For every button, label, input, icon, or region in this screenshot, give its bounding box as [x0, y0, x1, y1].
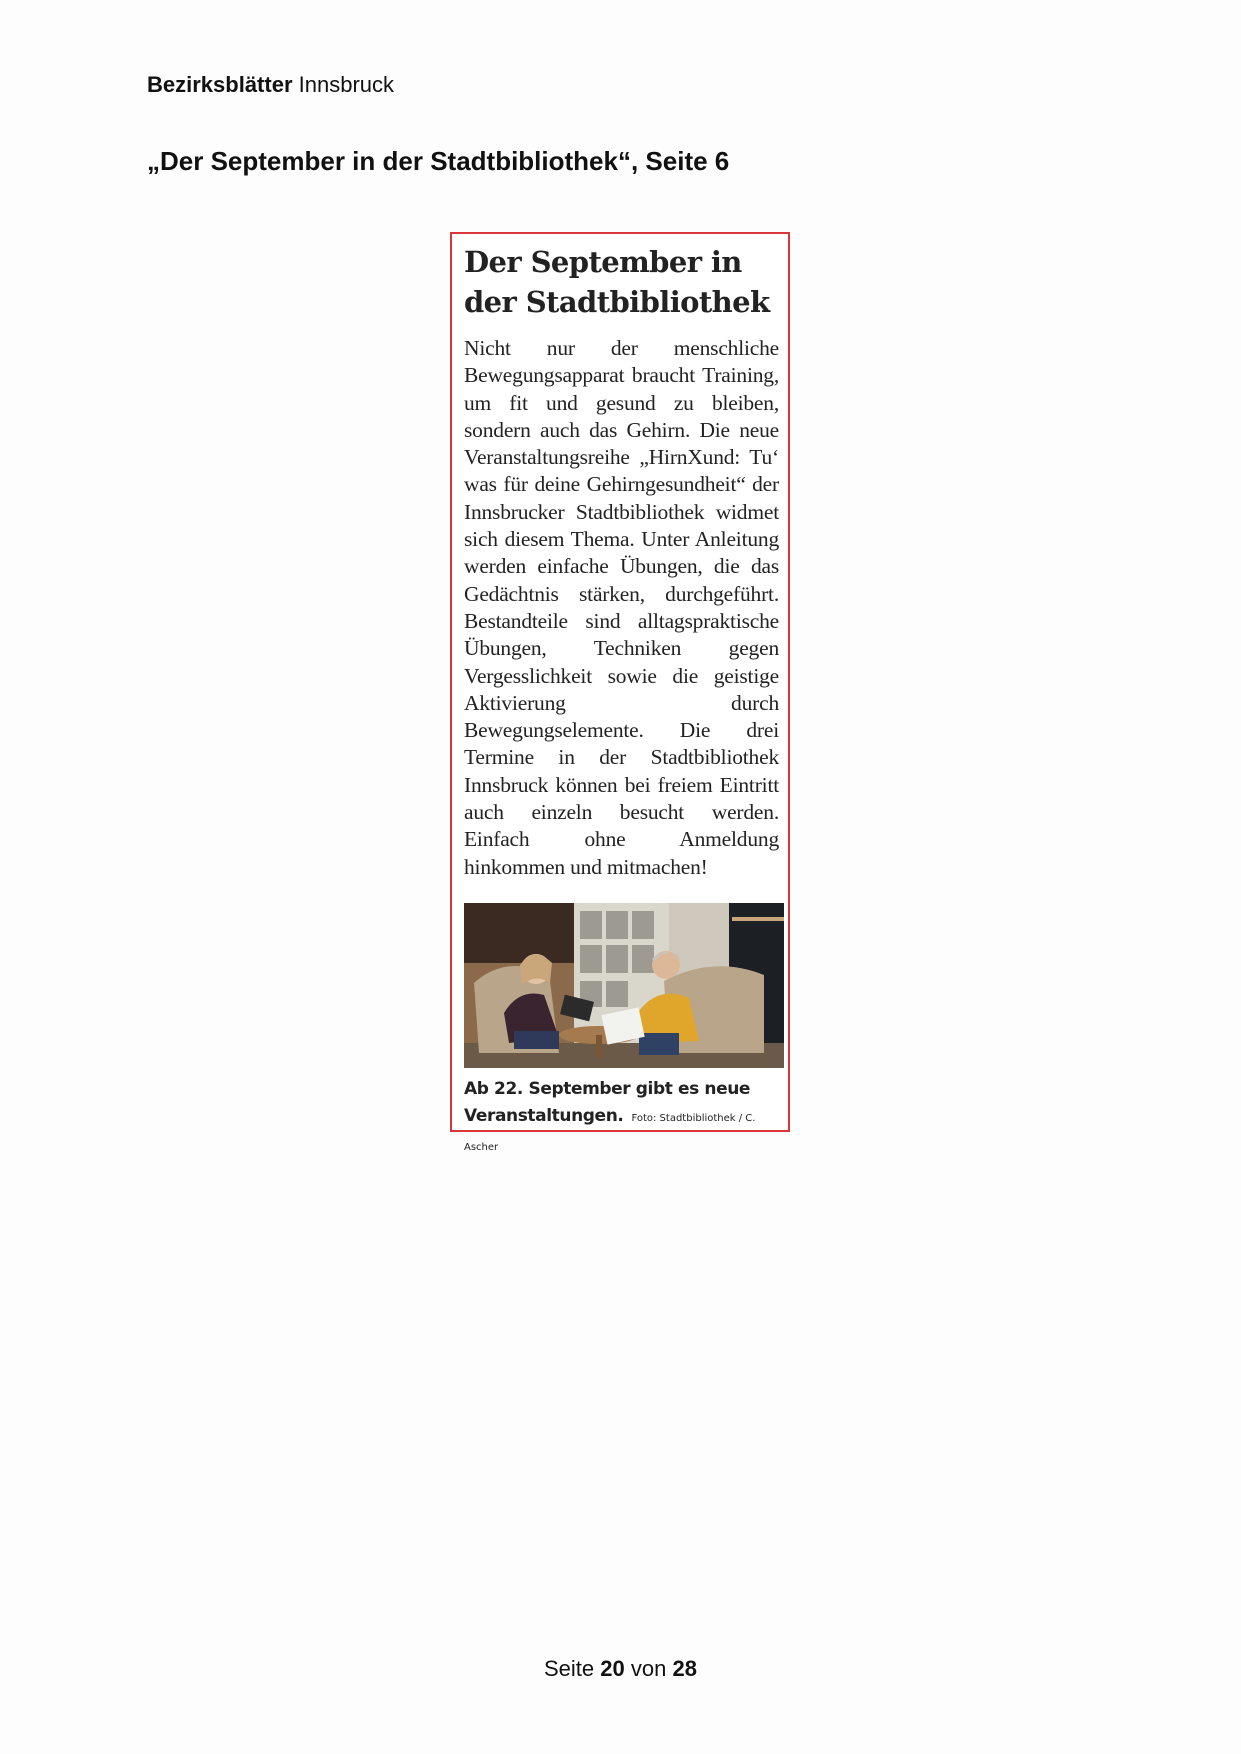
article-headline: Der September in der Stadtbibliothek: [464, 245, 770, 319]
publication-name: Bezirksblätter: [147, 72, 293, 97]
page-separator: von: [630, 1656, 667, 1681]
publication-region: Innsbruck: [298, 72, 395, 97]
publication-header: [147, 72, 394, 98]
document-title: „Der September in der Stadtbibliothek“, Seite 6: [147, 146, 730, 176]
total-page-count: 28: [672, 1656, 697, 1681]
photo-credit: Foto: Stadtbibliothek / C. Ascher: [464, 1112, 756, 1153]
photo-caption: [464, 1076, 779, 1161]
caption-text: Ab 22. September gibt es neue Veranstaltungen.: [464, 1078, 751, 1126]
page-footer: [0, 1656, 1241, 1682]
page-label: Seite: [544, 1656, 595, 1681]
article-photo: [464, 903, 784, 1068]
newspaper-clipping: [450, 232, 790, 1153]
current-page-number: 20: [600, 1656, 625, 1681]
article-body: Nicht nur der menschliche Bewegungsapparat braucht Training, um fit und gesund zu bleiben, sondern auch das Gehirn. Die neue Veranstaltungsreihe „HirnXund: Tu‘ was für deine Gehirngesundheit“ der Innsbrucker Stadtbibliothek widmet sich diesem Thema. Unter Anleitung werden einfache Übungen, die das Gedächtnis stärken, durchgeführt. Bestandteile sind alltagspraktische Übungen, Techniken gegen Vergesslichkeit sowie die geistige Aktivierung durch Bewegungselemente. Die drei Termine in der Stadtbibliothek Innsbruck können bei freiem Eintritt auch einzeln besucht werden. Einfach ohne Anmeldung hinkommen und mitmachen!: [464, 336, 779, 879]
